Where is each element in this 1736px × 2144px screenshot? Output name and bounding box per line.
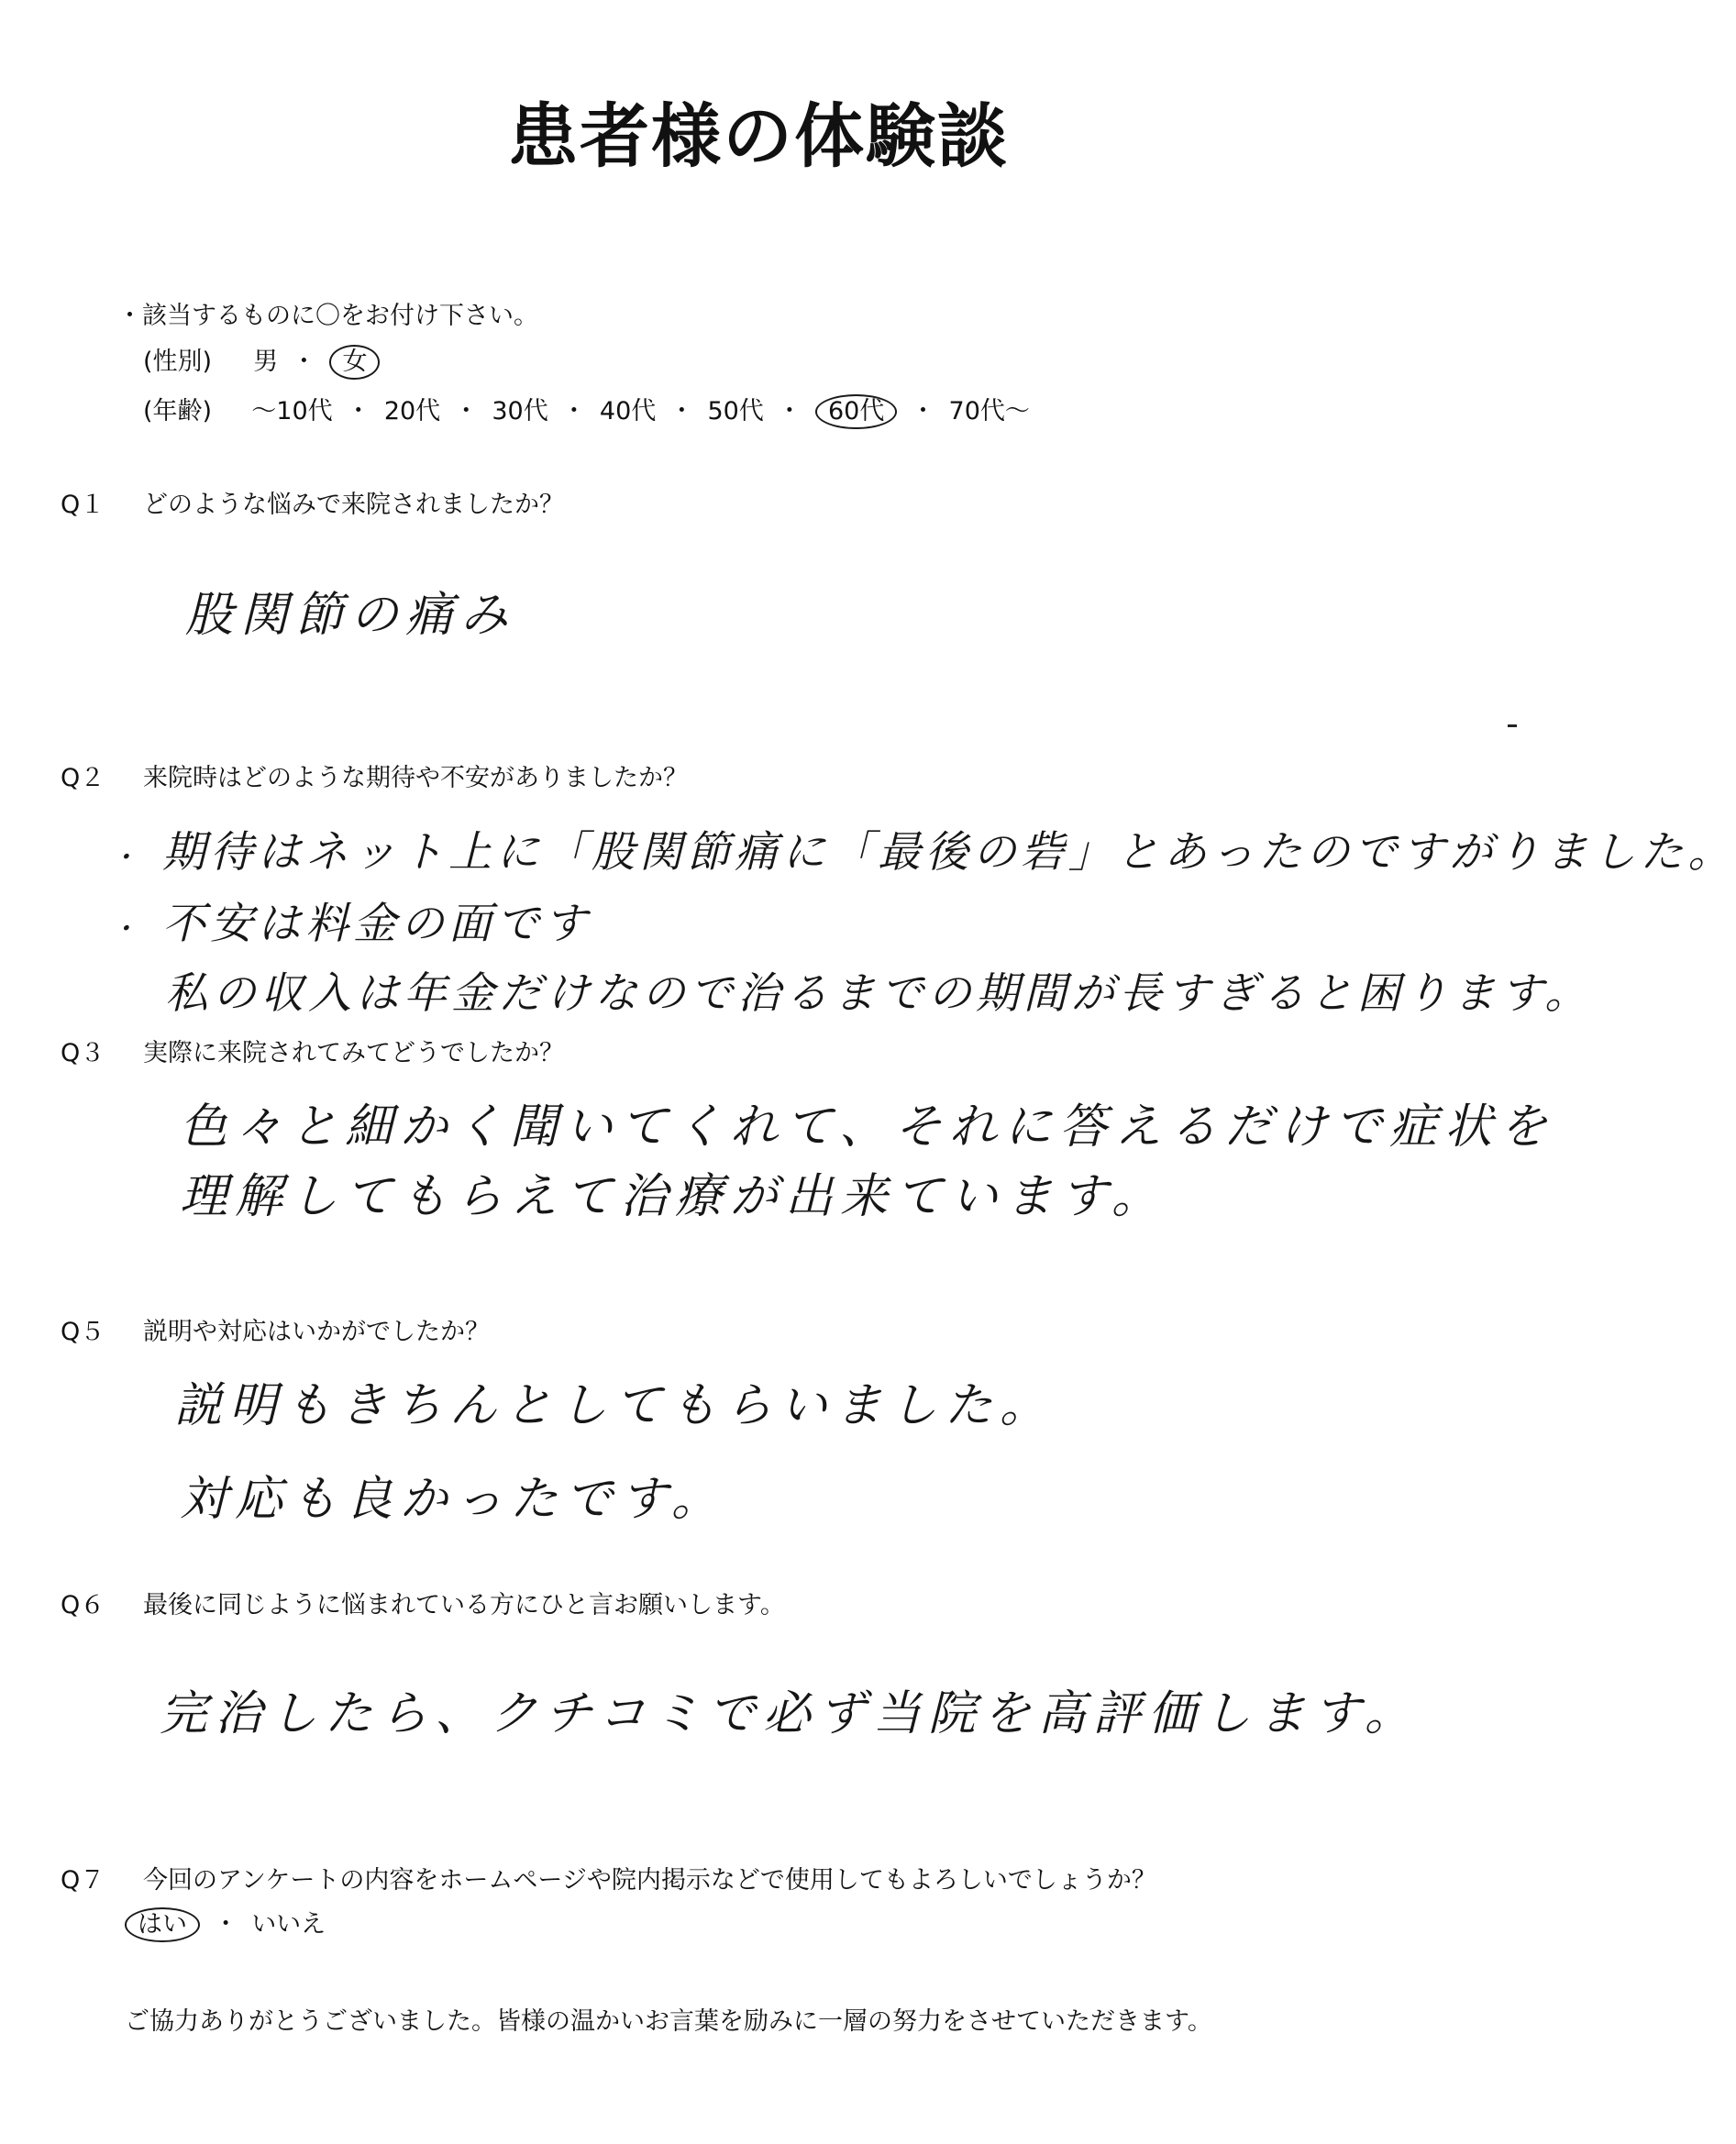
q3-answer-line: 理解してもらえて治療が出来ています。 [180,1169,1167,1224]
q1-number: Q１ [61,491,105,519]
age-option-40s: 40代 [599,397,657,425]
q5-question-row [61,1311,490,1347]
scan-edge-mark [1508,724,1517,727]
gender-label: (性別) [143,348,213,376]
age-option-30s: 30代 [492,397,548,425]
q5-question: 説明や対応はいかがでしたか？ [143,1318,490,1346]
gender-option-male: 男 [253,348,279,376]
page-title: 患者様の体験談 [508,95,1009,177]
q2-answer-line: ・ 不安は料金の面です [110,899,592,949]
q3-answer-line: 色々と細かく聞いてくれて、それに答えるだけで症状を [180,1100,1554,1155]
bullet-icon: ・ [110,913,142,945]
age-option-50s: 50代 [707,397,764,425]
age-row: (年齢) 〜10代 ・ 20代 ・ 30代 ・ 40代 ・ 50代 ・ 60代 ・ 70代〜 [143,391,1030,429]
bullet-icon: ・ [110,842,142,874]
q6-number: Q６ [61,1591,105,1619]
q2-question: 来院時はどのような期待や不安がありましたか？ [143,764,688,792]
age-option-20s: 20代 [383,397,441,425]
q1-question-row [61,484,564,520]
q7-question: 今回のアンケートの内容をホームページや院内掲示などで使用してもよろしいでしょうか？ [143,1866,1156,1895]
instruction-text: ・該当するものに〇をお付け下さい。 [117,302,538,330]
q7-number: Q７ [61,1866,105,1895]
gender-row: (性別) 男 ・ 女 [143,341,380,380]
q7-question-row [61,1860,1156,1895]
q3-number: Q３ [61,1039,105,1067]
q5-answer-line: 対応も良かったです。 [180,1472,726,1527]
q2-answer-line: ・ 期待はネット上に「股関節痛に「最後の砦」とあったのですがりました。 [110,827,1736,878]
q2-question-row [61,757,688,793]
closing-text: ご協力ありがとうございました。皆様の温かいお言葉を励みに一層の努力をさせていただきます。 [125,2007,1212,2036]
q6-answer: 完治したら、クチコミで必ず当院を高評価します。 [160,1686,1420,1741]
q5-answer-line: 説明もきちんとしてもらいました。 [174,1378,1056,1433]
q7-option-no: いいえ [251,1910,326,1939]
age-label: (年齢) [143,397,213,425]
q5-number: Q５ [61,1318,105,1346]
age-option-10s: 〜10代 [251,397,333,425]
q2-number: Q２ [61,764,105,792]
q3-question-row [61,1033,564,1068]
age-option-70s: 70代〜 [948,397,1030,425]
q1-question: どのような悩みで来院されましたか？ [143,491,564,519]
q2-answer-line: 私の収入は年金だけなので治るまでの期間が長すぎると困ります。 [165,968,1593,1019]
q6-question: 最後に同じように悩まれている方にひと言お願いします。 [143,1591,785,1619]
q1-answer: 股関節の痛み [185,588,516,643]
q3-question: 実際に来院されてみてどうでしたか？ [143,1039,564,1067]
q7-option-yes-circled: はい [125,1907,200,1942]
gender-option-female-circled: 女 [329,345,380,380]
q6-question-row [61,1585,785,1620]
age-option-60s-circled: 60代 [815,394,897,429]
q7-options-row: はい ・ いいえ [125,1904,326,1942]
